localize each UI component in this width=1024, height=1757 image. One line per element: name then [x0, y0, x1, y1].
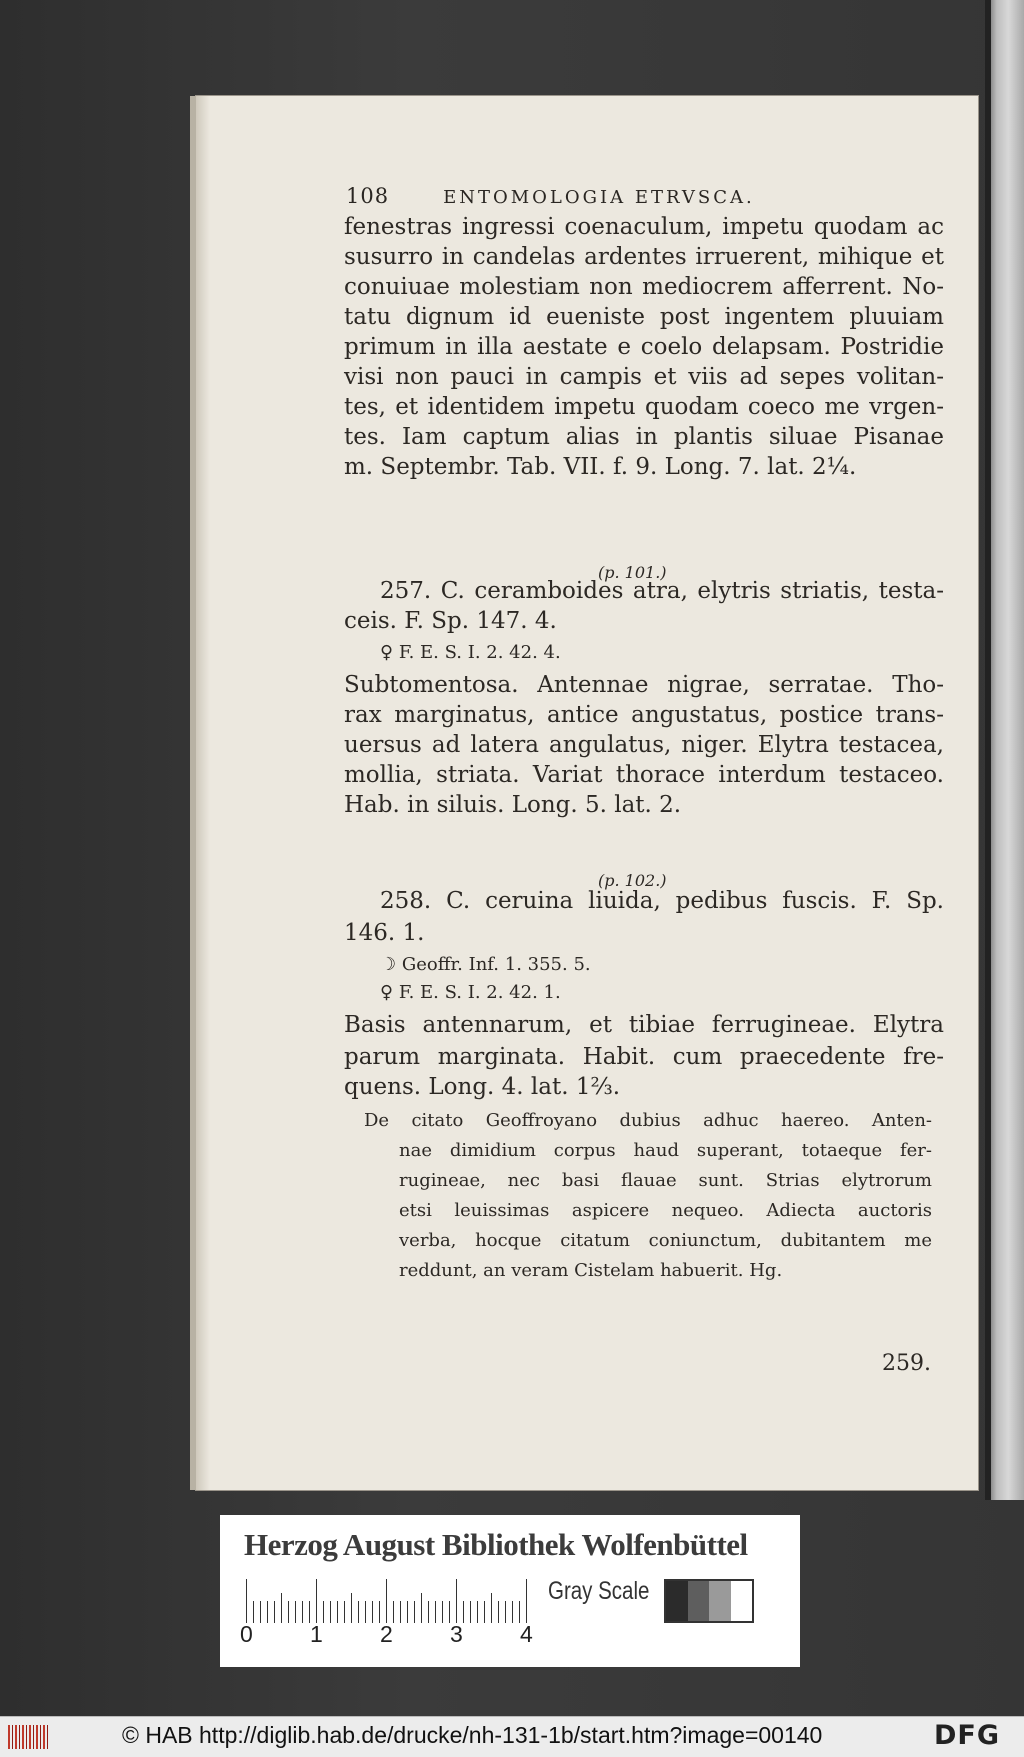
- text-line: quens. Long. 4. lat. 1⅔.: [344, 1074, 621, 1100]
- gray-scale-bar: [664, 1579, 754, 1623]
- ruler-tick: [267, 1601, 268, 1623]
- ruler-tick: [498, 1601, 499, 1623]
- running-head: [346, 184, 906, 208]
- gray-swatch: [731, 1581, 753, 1621]
- entry-source: ♀ F. E. S. I. 2. 42. 1.: [380, 982, 561, 1003]
- ruler-tick: [351, 1593, 352, 1623]
- note-line: verba, hocque citatum coniunctum, dubitantem me: [399, 1230, 932, 1251]
- ruler-tick: [393, 1601, 394, 1623]
- note-line: etsi leuissimas aspicere nequeo. Adiecta auctoris: [399, 1200, 932, 1221]
- ruler-tick: [344, 1601, 345, 1623]
- note-line: reddunt, an veram Cistelam habuerit. Hg.: [399, 1260, 783, 1281]
- catchword: 259.: [882, 1351, 931, 1376]
- scale-ruler: [246, 1579, 530, 1623]
- note-line: rugineae, nec basi flauae sunt. Strias elytrorum: [399, 1170, 932, 1191]
- ruler-tick: [414, 1601, 415, 1623]
- ruler-numbers: [240, 1621, 540, 1651]
- ruler-tick: [449, 1601, 450, 1623]
- entry-heading: 257. C. ceramboides atra, elytris striatis, testa-: [380, 578, 944, 604]
- text-line: m. Septembr. Tab. VII. f. 9. Long. 7. lat. 2¼.: [344, 454, 857, 480]
- text-line: tes. Iam captum alias in plantis siluae Pisanae: [344, 424, 944, 450]
- ruler-tick: [372, 1601, 373, 1623]
- hab-logo-icon: [8, 1725, 48, 1749]
- ruler-tick: [456, 1579, 457, 1623]
- dfg-logo: DFG: [934, 1720, 1001, 1751]
- ruler-tick: [288, 1601, 289, 1623]
- text-line: Basis antennarum, et tibiae ferrugineae. Elytra: [344, 1012, 944, 1038]
- ruler-tick: [477, 1601, 478, 1623]
- book-page: [196, 96, 978, 1490]
- entry-source: ☽ Geoffr. Inf. 1. 355. 5.: [380, 954, 591, 975]
- ruler-tick: [505, 1601, 506, 1623]
- running-title: ENTOMOLOGIA ETRVSCA.: [443, 187, 755, 208]
- ruler-tick: [302, 1601, 303, 1623]
- text-line: tatu dignum id eueniste post ingentem pluuiam: [344, 304, 944, 330]
- viewer-footer: [0, 1716, 1024, 1757]
- ruler-tick: [281, 1593, 282, 1623]
- text-line: conuiuae molestiam non mediocrem afferrent. No-: [344, 274, 944, 300]
- ruler-number: 3: [450, 1621, 463, 1647]
- text-line: Subtomentosa. Antennae nigrae, serratae. Tho-: [344, 672, 944, 698]
- ruler-tick: [330, 1601, 331, 1623]
- ruler-tick: [407, 1601, 408, 1623]
- text-line: uersus ad latera angulatus, niger. Elytra testacea,: [344, 732, 944, 758]
- gray-swatch: [666, 1581, 688, 1621]
- ruler-tick: [526, 1579, 527, 1623]
- ruler-tick: [428, 1601, 429, 1623]
- ruler-tick: [442, 1601, 443, 1623]
- ruler-tick: [421, 1593, 422, 1623]
- ruler-tick: [463, 1601, 464, 1623]
- text-line: visi non pauci in campis et viis ad sepes volitan-: [344, 364, 944, 390]
- ruler-number: 4: [520, 1621, 533, 1647]
- ruler-tick: [309, 1601, 310, 1623]
- ruler-tick: [519, 1601, 520, 1623]
- ruler-tick: [484, 1601, 485, 1623]
- text-line: parum marginata. Habit. cum praecedente fre-: [344, 1044, 944, 1070]
- ruler-tick: [295, 1601, 296, 1623]
- entry-heading: ceis. F. Sp. 147. 4.: [344, 608, 557, 634]
- ruler-tick: [316, 1579, 317, 1623]
- ruler-tick: [323, 1601, 324, 1623]
- page-reference: (p. 102.): [598, 871, 667, 890]
- ruler-tick: [435, 1601, 436, 1623]
- text-line: fenestras ingressi coenaculum, impetu quodam ac: [344, 214, 944, 240]
- ruler-number: 1: [310, 1621, 323, 1647]
- ruler-tick: [253, 1601, 254, 1623]
- text-line: mollia, striata. Variat thorace interdum testaceo.: [344, 762, 944, 788]
- page-number: 108: [346, 184, 390, 208]
- ruler-tick: [512, 1601, 513, 1623]
- source-url[interactable]: © HAB http://diglib.hab.de/drucke/nh-131-1b/start.htm?image=00140: [122, 1722, 823, 1748]
- ruler-tick: [386, 1579, 387, 1623]
- gray-scale-label: Gray Scale: [548, 1577, 650, 1605]
- note-line: De citato Geoffroyano dubius adhuc haereo. Anten-: [364, 1110, 932, 1131]
- entry-source: ♀ F. E. S. I. 2. 42. 4.: [380, 642, 561, 663]
- text-line: tes, et identidem impetu quodam coeco me vrgen-: [344, 394, 944, 420]
- ruler-number: 2: [380, 1621, 393, 1647]
- text-line: primum in illa aestate e coelo delapsam. Postridie: [344, 334, 944, 360]
- ruler-tick: [400, 1601, 401, 1623]
- ruler-tick: [274, 1601, 275, 1623]
- ruler-tick: [260, 1601, 261, 1623]
- ruler-tick: [358, 1601, 359, 1623]
- entry-heading: 146. 1.: [344, 920, 425, 946]
- entry-heading: 258. C. ceruina liuida, pedibus fuscis. F. Sp.: [380, 888, 944, 914]
- text-line: rax marginatus, antice angustatus, postice trans-: [344, 702, 944, 728]
- ruler-tick: [337, 1601, 338, 1623]
- ruler-tick: [379, 1601, 380, 1623]
- ruler-number: 0: [240, 1621, 253, 1647]
- gray-swatch: [688, 1581, 710, 1621]
- note-line: nae dimidium corpus haud superant, totaeque fer-: [399, 1140, 932, 1161]
- gray-swatch: [709, 1581, 731, 1621]
- ruler-tick: [470, 1601, 471, 1623]
- ruler-tick: [365, 1601, 366, 1623]
- library-color-card: [220, 1515, 800, 1667]
- text-line: Hab. in siluis. Long. 5. lat. 2.: [344, 792, 682, 818]
- next-page-edge: [985, 0, 1024, 1500]
- text-line: susurro in candelas ardentes irruerent, mihique et: [344, 244, 944, 270]
- ruler-tick: [491, 1593, 492, 1623]
- ruler-tick: [246, 1579, 247, 1623]
- page-reference: (p. 101.): [598, 563, 667, 582]
- institution-name: Herzog August Bibliothek Wolfenbüttel: [244, 1527, 748, 1562]
